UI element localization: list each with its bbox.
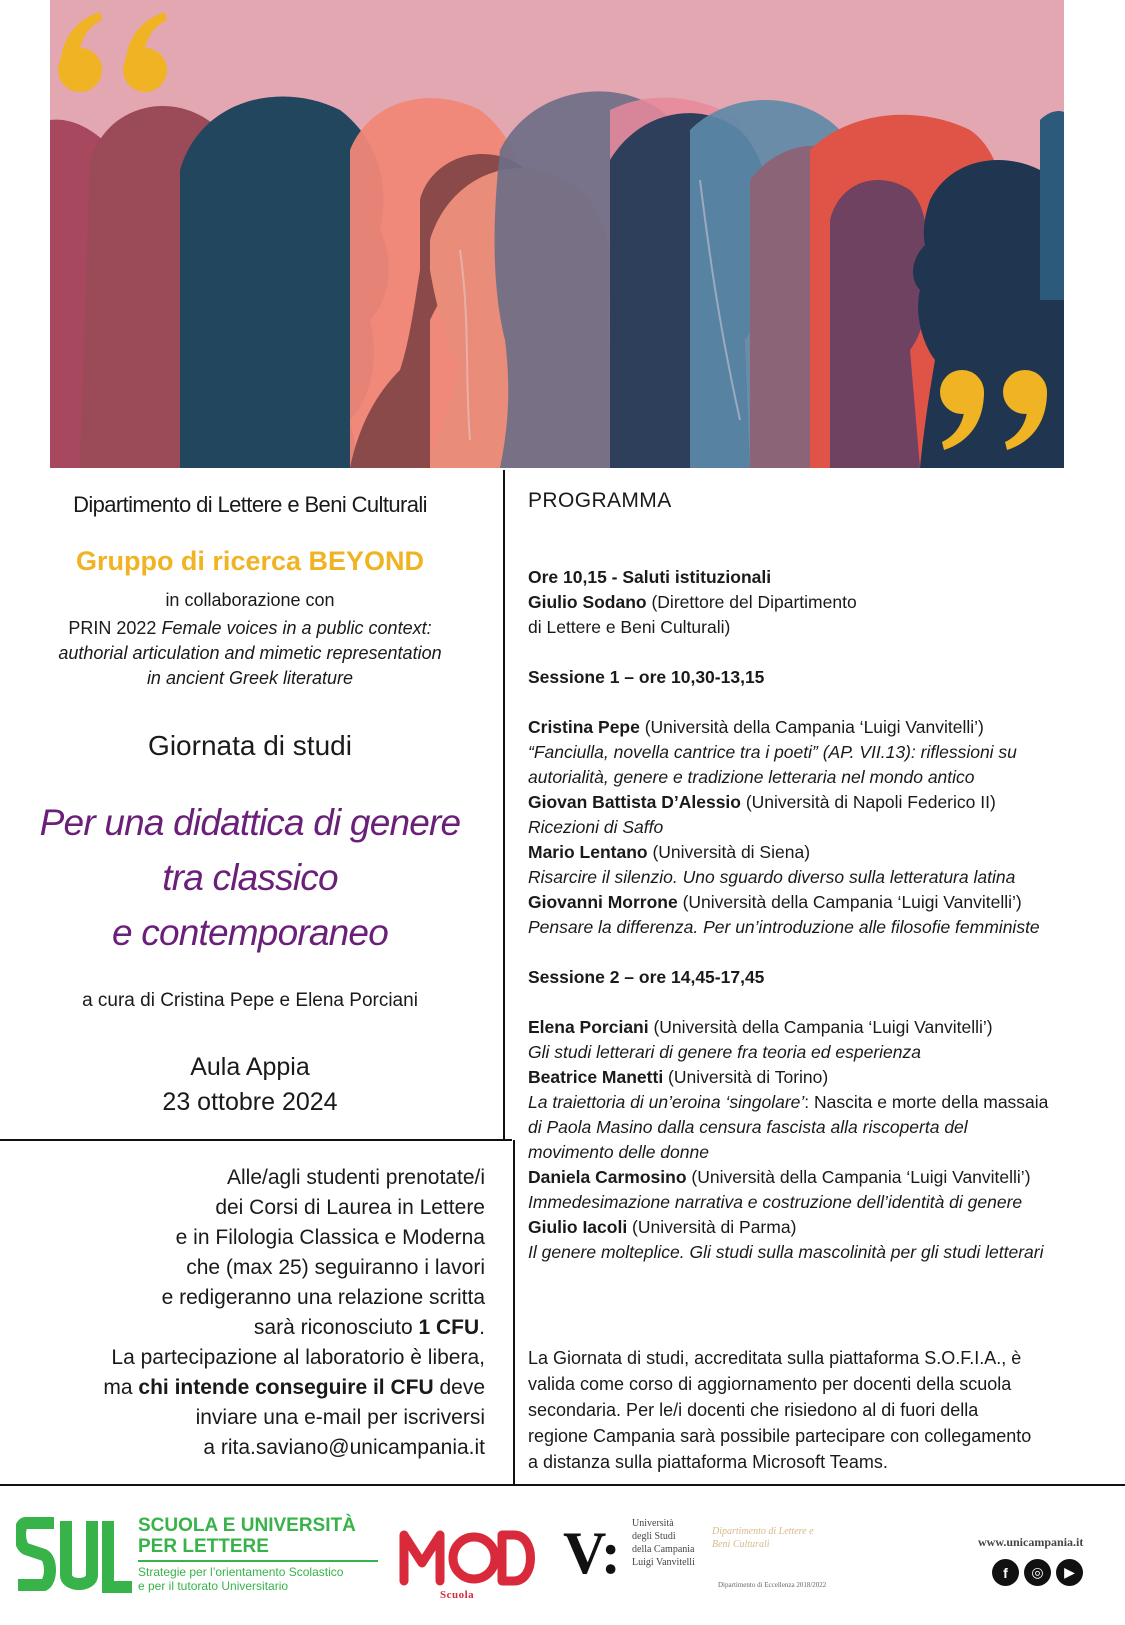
speaker-name: Giulio Sodano [528,592,647,612]
sul-subtitle-line: Strategie per l’orientamento Scolastico [138,1565,344,1579]
session-1-header [528,665,1108,690]
notice-line: inviare una e-mail per iscriversi [195,1406,485,1429]
talk-title [528,1090,1108,1115]
university-name [632,1517,695,1569]
session-time: Sessione 1 – ore 10,30-13,15 [528,667,765,687]
accreditation-line: regione Campania sarà possibile partecipare con collegamento [528,1426,1032,1446]
instagram-icon[interactable]: ◎ [1024,1559,1051,1586]
footer-divider [0,1484,1125,1486]
speaker-affiliation: (Università di Parma) [627,1217,797,1237]
silhouettes-graphic [50,0,1064,468]
department-logo-line: Beni Culturali [712,1539,770,1550]
accreditation-line: valida come corso di aggiornamento per docenti della scuola [528,1374,1012,1394]
speaker-affiliation: (Università di Torino) [663,1067,829,1087]
excellence-label: Dipartimento di Eccellenza 2018/2022 [718,1581,827,1589]
sul-rule [138,1560,378,1562]
speaker-name: Giovan Battista D’Alessio [528,792,741,812]
column-divider-top [503,470,505,1140]
speaker-name: Mario Lentano [528,842,648,862]
talk-title: Gli studi letterari di genere fra teoria ed esperienza [528,1042,921,1062]
talk-title: Il genere molteplice. Gli studi sulla mascolinità per gli studi letterari [528,1242,1044,1262]
talk-speaker [528,1215,1108,1240]
department-logo-line: Dipartimento di Lettere e [712,1526,814,1537]
column-divider-bottom [513,1140,515,1485]
university-name-line: Università [632,1518,674,1529]
prin-title-line: in ancient Greek literature [146,668,354,688]
event-title-line: e contemporaneo [112,912,388,953]
talk-speaker [528,715,1108,740]
footer-logos [0,1495,1125,1625]
website-link[interactable]: www.unicampania.it [978,1535,1084,1549]
accreditation-line: La Giornata di studi, accreditata sulla piattaforma S.O.F.I.A., è [528,1348,1022,1368]
talk-title: “Fanciulla, novella cantrice tra i poeti” (AP. VII.13): riflessioni su [528,742,1017,762]
notice-emphasis: chi intende conseguire il CFU [138,1376,434,1399]
accreditation-line: secondaria. Per le/i docenti che risiedono al di fuori della [528,1400,979,1420]
curators: a cura di Cristina Pepe e Elena Porciani [82,990,418,1011]
sul-subtitle [138,1565,343,1593]
program-schedule [528,565,1108,1265]
department-logo-text [712,1525,814,1551]
talk-speaker [528,890,1108,915]
venue-date [0,1050,500,1120]
speaker-affiliation: (Università della Campania ‘Luigi Vanvitelli’) [677,892,1022,912]
event-title [0,795,500,960]
students-notice [15,1163,485,1463]
prin-title-line: authorial articulation and mimetic representation [58,643,442,663]
department-name: Dipartimento di Lettere e Beni Culturali [73,492,427,517]
speaker-affiliation: (Università della Campania ‘Luigi Vanvitelli’) [639,717,984,737]
speaker-name: Daniela Carmosino [528,1167,687,1187]
research-group: Gruppo di ricerca BEYOND [75,546,425,576]
speaker-affiliation: (Direttore del Dipartimento [646,592,857,612]
speaker-name: Giovanni Morrone [528,892,678,912]
notice-line: dei Corsi di Laurea in Lettere [215,1196,485,1219]
facebook-icon[interactable]: f [992,1559,1019,1586]
venue: Aula Appia [190,1053,310,1081]
notice-line: Alle/agli studenti prenotate/i [227,1166,485,1189]
university-name-line: Luigi Vanvitelli [632,1557,695,1568]
event-title-line: Per una didattica di genere [39,802,461,843]
notice-line [15,1373,485,1403]
sul-title [138,1515,356,1557]
talk-title: autorialità, genere e tradizione letteraria nel mondo antico [528,767,975,787]
speaker-name: Elena Porciani [528,1017,649,1037]
social-icons [992,1559,1083,1586]
session-2-header [528,965,1108,990]
collaboration-label: in collaborazione con [165,590,335,610]
speaker-affiliation: (Università di Napoli Federico II) [740,792,996,812]
talk-speaker [528,840,1108,865]
talk-speaker [528,1165,1108,1190]
hero-illustration [50,0,1064,468]
notice-text: sarà riconosciuto [253,1316,419,1339]
talk-title: Ricezioni di Saffo [528,817,664,837]
opening-affiliation: di Lettere e Beni Culturali) [528,617,731,637]
mod-subtitle: Scuola [440,1589,475,1601]
prin-prefix: PRIN 2022 [68,618,162,638]
talk-title-italic: La traiettoria di un’eroina ‘singolare’ [528,1092,805,1112]
speaker-name: Giulio Iacoli [528,1217,628,1237]
mod-logo-icon [398,1523,540,1587]
prin-title-line: Female voices in a public context: [161,618,432,638]
notice-line: e in Filologia Classica e Moderna [175,1226,485,1249]
event-date: 23 ottobre 2024 [162,1088,338,1116]
speaker-affiliation: (Università della Campania ‘Luigi Vanvitelli’) [686,1167,1031,1187]
sul-subtitle-line: e per il tutorato Universitario [138,1579,289,1593]
opening-header [528,565,1108,590]
notice-text: ma [103,1376,139,1399]
opening-speaker [528,590,1108,615]
notice-line [15,1313,485,1343]
sul-title-line: SCUOLA E UNIVERSITÀ [138,1515,356,1536]
sul-logo-icon [16,1515,132,1595]
speaker-name: Cristina Pepe [528,717,640,737]
talk-title-rest: : Nascita e morte della massaia [804,1092,1049,1112]
notice-line: che (max 25) seguiranno i lavori [186,1256,485,1279]
event-type: Giornata di studi [148,730,352,761]
notice-text: deve [433,1376,485,1399]
talk-title: movimento delle donne [528,1142,709,1162]
notice-line: e redigeranno una relazione scritta [161,1286,485,1309]
talk-speaker [528,1015,1108,1040]
talk-title: Risarcire il silenzio. Uno sguardo diverso sulla letteratura latina [528,867,1016,887]
prin-project [0,616,500,691]
talk-title: Immedesimazione narrativa e costruzione dell’identità di genere [528,1192,1023,1212]
talk-title: Pensare la differenza. Per un’introduzione alle filosofie femministe [528,917,1040,937]
notice-text: . [479,1316,485,1339]
cfu-credit: 1 CFU [418,1316,480,1339]
contact-email[interactable]: a rita.saviano@unicampania.it [203,1436,485,1459]
left-section-divider [0,1139,512,1141]
opening-time: Ore 10,15 - Saluti istituzionali [528,567,772,587]
vanvitelli-logo: V: [563,1520,621,1586]
youtube-icon[interactable]: ▶ [1056,1559,1083,1586]
sul-title-line: PER LETTERE [138,1536,269,1557]
program-title: PROGRAMMA [528,489,672,512]
speaker-affiliation: (Università della Campania ‘Luigi Vanvitelli’) [648,1017,993,1037]
university-name-line: degli Studi [632,1531,676,1542]
notice-line: La partecipazione al laboratorio è libera, [111,1346,485,1369]
speaker-name: Beatrice Manetti [528,1067,664,1087]
session-time: Sessione 2 – ore 14,45-17,45 [528,967,765,987]
talk-speaker [528,790,1108,815]
sofia-accreditation [528,1345,1108,1475]
talk-speaker [528,1065,1108,1090]
talk-title: di Paola Masino dalla censura fascista alla riscoperta del [528,1117,968,1137]
university-name-line: della Campania [632,1544,695,1555]
event-title-line: tra classico [162,857,338,898]
accreditation-line: a distanza sulla piattaforma Microsoft Teams. [528,1452,888,1472]
speaker-affiliation: (Università di Siena) [647,842,811,862]
